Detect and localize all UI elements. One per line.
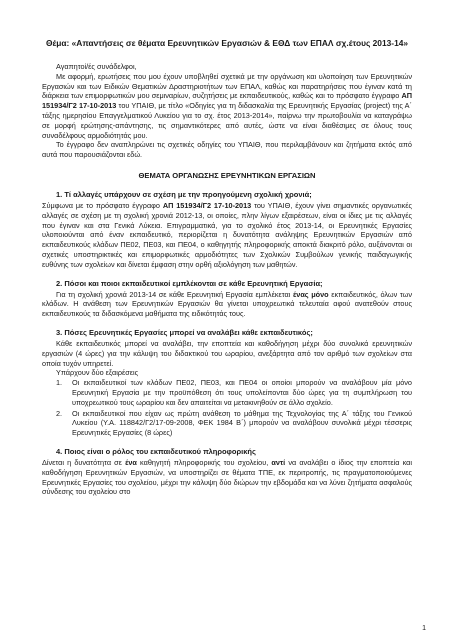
intro-paragraph-2: Το έγγραφο δεν αναπληρώνει τις σχετικές οδηγίες του ΥΠΑΙΘ, που περιλαμβάνουν και ζητήματα εκτός από αυτά που παρουσιάζονται εδώ.: [42, 140, 412, 160]
list-item-number: 1.: [56, 378, 63, 388]
question-4-heading: 4. Ποιος είναι ο ρόλος του εκπαιδευτικού πληροφορικής: [56, 446, 256, 456]
list-item-number: 2.: [56, 408, 63, 418]
q4-emphasis-1: ένα: [125, 457, 137, 467]
q1-document-ref: ΑΠ 151934/Γ2 17-10-2013: [162, 200, 252, 210]
page-number: 1: [422, 625, 426, 632]
list-item: [42, 378, 412, 407]
question-4-answer: [42, 458, 412, 497]
question-2-answer: [42, 290, 412, 319]
document-subject: Θέμα: «Απαντήσεις σε θέματα Ερευνητικών Εργασιών & ΕΘΔ των ΕΠΑΛ σχ.έτους 2013-14»: [45, 38, 409, 48]
q2-text-end: εκπαιδευτικός, όλων των κλάδων. Η ανάθεση των Ερευνητικών Εργασιών θα γίνεται υποχρεωτικά τελευταία αφού ανατεθούν στους εκπαιδευτικούς τα διδασκόμενα μαθήματα της ειδικότητάς τους.: [42, 289, 412, 319]
q1-text-end: του ΥΠΑΙΘ, έχουν γίνει σημαντικές οργανωτικές αλλαγές σε σχέση με τη σχολική χρονιά 2012-13, οι οποίες, πλην λίγων εξαιρέσεων, είναι οι ίδιες με τις αλλαγές που έγιναν και στα Γενικά Λύκεια. Επιγραμματικά, για το σχολικό έτος 2013-14, οι Ερευνητικές Εργασίες υλοποιούνται από έναν εκπαιδευτικό, περιορίζεται η δυνατότητα ανάληψης Ερευνητικών Εργασιών από εκπαιδευτικούς κλάδων ΠΕ02, ΠΕ03, και ΠΕ04, ο καθηγητής πληροφορικής αποκτά διακριτό ρόλο, αυξάνονται οι σχετικές υποστηρικτικές και επιμορφωτικές αρμοδιότητες των Σχολικών Συμβούλων γενικής παιδαγωγικής ευθύνης των σχολείων και δίνεται έμφαση στην ορθή αξιολόγηση των μαθητών.: [42, 200, 412, 269]
question-3-heading: 3. Πόσες Ερευνητικές Εργασίες μπορεί να αναλάβει κάθε εκπαιδευτικός;: [56, 327, 313, 337]
q4-text: Δίνεται η δυνατότητα σε: [42, 457, 126, 467]
question-2-heading: 2. Πόσοι και ποιοι εκπαιδευτικοί εμπλέκονται σε κάθε Ερευνητική Εργασία;: [56, 278, 323, 288]
intro-text-end: του ΥΠΑΙΘ, με τίτλο «Οδηγίες για τη διδασκαλία της Ερευνητικής Εργασίας (project) της Α΄ τάξης ημερησίου Επαγγελματικού Λυκείου για το σχ. έτος 2013-2014», παίρνω την πρωτοβουλία να καταγράψω σε μορφή ερώτησης-απάντησης, τις σημαντικότερες από αυτές, ώστε να είναι διαθέσιμες σε όλους τους συναδέλφους αρμοδιότητάς μου.: [42, 101, 412, 140]
list-item-text: Οι εκπαιδευτικοί των κλάδων ΠΕ02, ΠΕ03, και ΠΕ04 οι οποίοι μπορούν να αναλάβουν μία μόνο Ερευνητική Εργασία με την προϋπόθεση ότι τους υπολείπονται δύο ώρες για τη συμπλήρωση του υποχρεωτικού τους ωραρίου και δεν απαιτείται να μετακινηθούν σε άλλο σχολείο.: [72, 378, 412, 407]
greeting: Αγαπητοί/ές συνάδελφοι,: [56, 62, 137, 71]
intro-document-ref: ΑΠ 151934/Γ2 17-10-2013: [42, 91, 412, 111]
q2-text: Για τη σχολική χρονιά 2013-14 σε κάθε Ερευνητική Εργασία εμπλέκεται: [56, 289, 293, 299]
exceptions-list: [42, 378, 412, 438]
q2-emphasis: ένας μόνο: [292, 289, 329, 299]
intro-text: Με αφορμή, ερωτήσεις που μου έχουν υποβληθεί σχετικά με την οργάνωση και υλοποίηση των Ερευνητικών Εργασιών και των Ειδικών Θεματικών Δραστηριοτήτων των ΕΠΑΛ, καθώς και παρατηρήσεις που έγιναν κατά τη διάρκεια των επιμορφωτικών μου σεμιναρίων, συζητήσεις με εκπαιδευτικούς, καθώς και το πρόσφατο έγγραφο: [42, 71, 412, 101]
list-item: [42, 409, 412, 438]
question-3-answer: Κάθε εκπαιδευτικός μπορεί να αναλάβει, την εποπτεία και καθοδήγηση μέχρι δύο συνολικά ερευνητικών εργασιών (4 ώρες) για την κάλυψη του διδακτικού του ωραρίου, ανεξάρτητα από τον αριθμό των σχολείων στα οποία τυχόν υπηρετεί.: [42, 338, 412, 368]
question-1-heading: 1. Τί αλλαγές υπάρχουν σε σχέση με την προηγούμενη σχολική χρονιά;: [56, 189, 312, 199]
q1-text: Σύμφωνα με το πρόσφατο έγγραφο: [42, 200, 163, 210]
section-title: ΘΕΜΑΤΑ ΟΡΓΑΝΩΣΗΣ ΕΡΕΥΝΗΤΙΚΩΝ ΕΡΓΑΣΙΩΝ: [138, 170, 316, 180]
intro-paragraph-1: [42, 72, 412, 141]
exceptions-intro: Υπάρχουν δύο εξαιρέσεις: [56, 368, 139, 378]
q4-emphasis-2: αντί: [271, 457, 286, 467]
q4-text-mid: καθηγητή πληροφορικής του σχολείου,: [136, 457, 272, 467]
q4-text-end: να αναλάβει ο ίδιος την εποπτεία και καθοδήγηση Ερευνητικών Εργασιών, να υποστηρίζει σε θέματα ΤΠΕ, εκ περιτροπής, τις πραγματοποιούμενες Ερευνητικές Εργασίες του σχολείου, μέχρι την κάλυψη δύο διώρων την εβδομάδα και να λύνει ζητήματα ασφαλούς σύνδεσης του σχολείου στο: [42, 457, 413, 497]
question-1-answer: [42, 201, 412, 270]
list-item-text: Οι εκπαιδευτικοί που είχαν ως πρώτη ανάθεση το μάθημα της Τεχνολογίας της Α΄ τάξης του Γενικού Λυκείου (Υ.Α. 118842/Γ2/17-09-2008, ΦΕΚ 1984 Β΄) μπορούν να αναλάβουν συνολικά μέχρι τέσσερις Ερευνητικές Εργασίες (8 ώρες): [72, 408, 412, 438]
